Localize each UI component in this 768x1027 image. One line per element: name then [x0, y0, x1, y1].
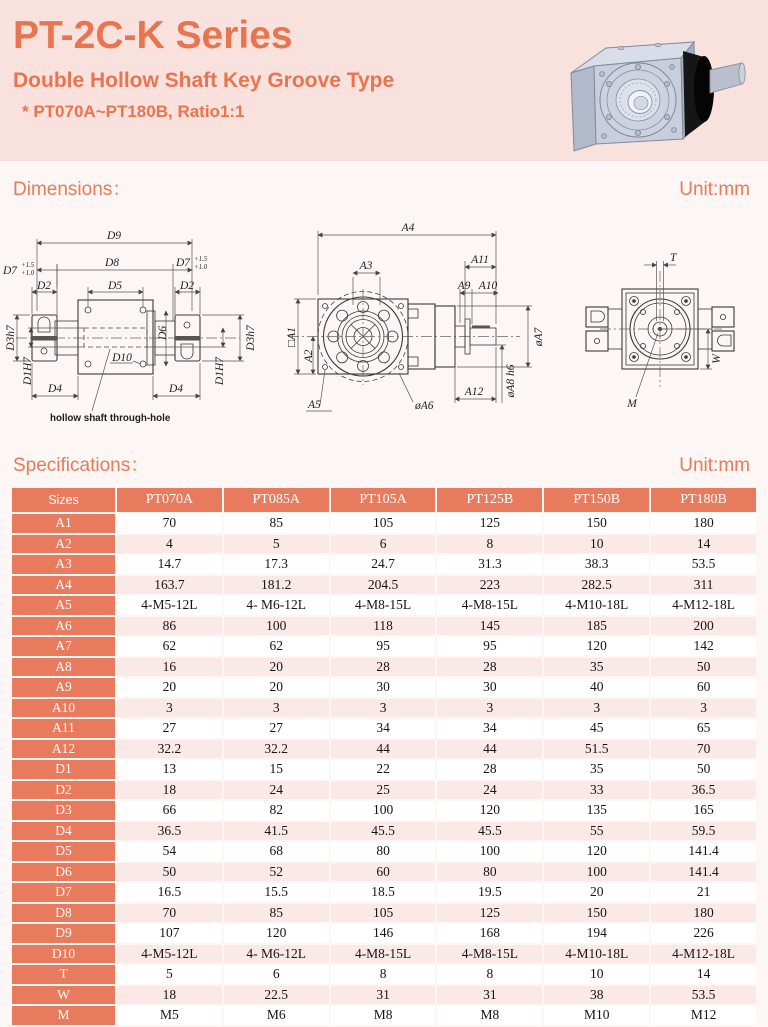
dim-label-a5: A5: [308, 399, 321, 411]
cell-value: 36.5: [117, 822, 222, 841]
cell-value: 120: [544, 842, 649, 861]
table-row: [12, 678, 756, 697]
cell-value: 194: [544, 924, 649, 943]
cell-value: 35: [544, 658, 649, 677]
row-label: W: [12, 986, 115, 1005]
cell-value: 14: [651, 535, 756, 554]
specifications-unit-label: Unit:mm: [679, 455, 750, 476]
cell-value: 62: [224, 637, 329, 656]
cell-value: 18: [117, 986, 222, 1005]
cell-value: 141.4: [651, 842, 756, 861]
cell-value: 60: [331, 863, 436, 882]
cell-value: 8: [437, 965, 542, 984]
drawing-side-view: [258, 205, 560, 435]
cell-value: 6: [331, 535, 436, 554]
dimensions-label: Dimensions：: [13, 179, 132, 200]
cell-value: 34: [331, 719, 436, 738]
cell-value: 55: [544, 822, 649, 841]
drawing-front-view: [0, 205, 258, 435]
dim-label-d9: D9: [106, 230, 122, 242]
dim-label-d7-right: D7: [176, 257, 191, 269]
cell-value: 145: [437, 617, 542, 636]
cell-value: 22: [331, 760, 436, 779]
table-row: [12, 555, 756, 574]
row-label: A6: [12, 617, 115, 636]
cell-value: 226: [651, 924, 756, 943]
row-label: A7: [12, 637, 115, 656]
cell-value: 85: [224, 514, 329, 533]
cell-value: 31.3: [437, 555, 542, 574]
cell-value: 15: [224, 760, 329, 779]
row-label: A12: [12, 740, 115, 759]
dim-label-a11: A11: [471, 254, 489, 266]
cell-value: 60: [651, 678, 756, 697]
row-label: D5: [12, 842, 115, 861]
dim-tol-bot-right: +1.0: [194, 264, 208, 271]
cell-value: 53.5: [651, 986, 756, 1005]
row-label: D1: [12, 760, 115, 779]
hollow-shaft-caption: hollow shaft through-hole: [50, 413, 171, 424]
cell-value: 150: [544, 904, 649, 923]
cell-value: 3: [117, 699, 222, 718]
col-header-sizes: Sizes: [12, 488, 115, 512]
spec-header-row: [12, 488, 756, 512]
cell-value: 16.5: [117, 883, 222, 902]
cell-value: 15.5: [224, 883, 329, 902]
cell-value: 20: [224, 658, 329, 677]
table-row: [12, 514, 756, 533]
left-view-dimensions: [2, 230, 257, 424]
row-label: T: [12, 965, 115, 984]
cell-value: 20: [224, 678, 329, 697]
cell-value: 180: [651, 904, 756, 923]
table-row: [12, 617, 756, 636]
cell-value: 44: [331, 740, 436, 759]
cell-value: 33: [544, 781, 649, 800]
cell-value: 31: [331, 986, 436, 1005]
cell-value: 185: [544, 617, 649, 636]
cell-value: 4-M8-15L: [331, 945, 436, 964]
table-row: [12, 781, 756, 800]
cell-value: 28: [437, 658, 542, 677]
dim-label-d1-left: D1H7: [22, 356, 34, 386]
cell-value: 52: [224, 863, 329, 882]
cell-value: 62: [117, 637, 222, 656]
dim-label-d1-right: D1H7: [214, 356, 226, 386]
middle-view-dimensions: [286, 222, 545, 412]
cell-value: 105: [331, 904, 436, 923]
cell-value: 13: [117, 760, 222, 779]
header-band: [0, 0, 768, 161]
cell-value: 85: [224, 904, 329, 923]
dim-label-d6: D6: [157, 325, 169, 341]
cell-value: 25: [331, 781, 436, 800]
cell-value: M10: [544, 1006, 649, 1025]
row-label: D10: [12, 945, 115, 964]
cell-value: 24: [437, 781, 542, 800]
dim-label-a6: øA6: [415, 400, 434, 412]
cell-value: 86: [117, 617, 222, 636]
cell-value: 180: [651, 514, 756, 533]
cell-value: 5: [117, 965, 222, 984]
cell-value: 8: [331, 965, 436, 984]
dim-tol-bot-left: +1.0: [21, 270, 35, 277]
cell-value: 311: [651, 576, 756, 595]
dim-label-d4-right: D4: [168, 383, 184, 395]
table-row: [12, 740, 756, 759]
row-label: A4: [12, 576, 115, 595]
page-subtitle: Double Hollow Shaft Key Groove Type: [13, 68, 395, 92]
cell-value: 32.2: [224, 740, 329, 759]
cell-value: 59.5: [651, 822, 756, 841]
cell-value: 95: [437, 637, 542, 656]
cell-value: 95: [331, 637, 436, 656]
row-label: D4: [12, 822, 115, 841]
cell-value: 45.5: [331, 822, 436, 841]
row-label: A3: [12, 555, 115, 574]
cell-value: 4-M10-18L: [544, 945, 649, 964]
cell-value: 100: [224, 617, 329, 636]
row-label: A5: [12, 596, 115, 615]
right-view-dimensions: [626, 252, 723, 410]
product-image: [546, 18, 756, 154]
cell-value: 21: [651, 883, 756, 902]
cell-value: 4-M10-18L: [544, 596, 649, 615]
table-row: [12, 822, 756, 841]
cell-value: 120: [437, 801, 542, 820]
dim-tol-top-right: +1.5: [194, 256, 208, 263]
spec-table: [10, 486, 758, 1027]
table-row: [12, 924, 756, 943]
cell-value: 4-M12-18L: [651, 945, 756, 964]
col-header-model: PT105A: [331, 488, 436, 512]
cell-value: 282.5: [544, 576, 649, 595]
cell-value: 53.5: [651, 555, 756, 574]
table-row: [12, 719, 756, 738]
cell-value: 3: [224, 699, 329, 718]
cell-value: 3: [544, 699, 649, 718]
cell-value: 105: [331, 514, 436, 533]
cell-value: 10: [544, 535, 649, 554]
table-row: [12, 801, 756, 820]
cell-value: 50: [651, 760, 756, 779]
cell-value: 204.5: [331, 576, 436, 595]
dimension-drawings: [0, 205, 768, 437]
dim-label-d2-right: D2: [179, 280, 195, 292]
middle-view-object-lines: [288, 289, 520, 385]
cell-value: 3: [331, 699, 436, 718]
cell-value: 82: [224, 801, 329, 820]
cell-value: 100: [544, 863, 649, 882]
cell-value: 45: [544, 719, 649, 738]
dim-tol-top-left: +1.5: [21, 262, 35, 269]
table-row: [12, 842, 756, 861]
gearbox-render-graphic: [546, 18, 756, 154]
cell-value: M8: [331, 1006, 436, 1025]
dim-label-d10: D10: [112, 352, 132, 364]
cell-value: 4-M5-12L: [117, 596, 222, 615]
table-row: [12, 699, 756, 718]
dim-label-a3: A3: [359, 260, 373, 272]
cell-value: 27: [224, 719, 329, 738]
cell-value: 3: [437, 699, 542, 718]
row-label: D9: [12, 924, 115, 943]
cell-value: 165: [651, 801, 756, 820]
cell-value: 163.7: [117, 576, 222, 595]
cell-value: 10: [544, 965, 649, 984]
cell-value: 17.3: [224, 555, 329, 574]
cell-value: 22.5: [224, 986, 329, 1005]
cell-value: 24.7: [331, 555, 436, 574]
cell-value: 8: [437, 535, 542, 554]
dim-label-a7: øA7: [533, 327, 545, 347]
cell-value: 68: [224, 842, 329, 861]
cell-value: 80: [331, 842, 436, 861]
cell-value: 54: [117, 842, 222, 861]
row-label: M: [12, 1006, 115, 1025]
cell-value: M8: [437, 1006, 542, 1025]
dim-label-d3-right: D3h7: [245, 325, 257, 351]
dim-label-t: T: [670, 252, 677, 264]
table-row: [12, 535, 756, 554]
spec-table-head: [12, 488, 756, 512]
cell-value: 146: [331, 924, 436, 943]
cell-value: 6: [224, 965, 329, 984]
cell-value: 20: [544, 883, 649, 902]
table-row: [12, 637, 756, 656]
cell-value: 41.5: [224, 822, 329, 841]
table-row: [12, 904, 756, 923]
cell-value: 4- M6-12L: [224, 945, 329, 964]
cell-value: M12: [651, 1006, 756, 1025]
col-header-model: PT070A: [117, 488, 222, 512]
cell-value: 28: [437, 760, 542, 779]
dimensions-unit-label: Unit:mm: [679, 179, 750, 200]
cell-value: 4-M8-15L: [331, 596, 436, 615]
cell-value: 100: [437, 842, 542, 861]
spec-table-body: [12, 514, 756, 1025]
cell-value: 141.4: [651, 863, 756, 882]
table-row: [12, 945, 756, 964]
dim-label-d4-left: D4: [47, 383, 63, 395]
cell-value: 24: [224, 781, 329, 800]
row-label: D6: [12, 863, 115, 882]
row-label: A2: [12, 535, 115, 554]
cell-value: 27: [117, 719, 222, 738]
col-header-model: PT150B: [544, 488, 649, 512]
col-header-model: PT180B: [651, 488, 756, 512]
cell-value: 19.5: [437, 883, 542, 902]
cell-value: 40: [544, 678, 649, 697]
dimensions-section-row: [0, 174, 768, 201]
cell-value: 20: [117, 678, 222, 697]
cell-value: 125: [437, 904, 542, 923]
cell-value: 16: [117, 658, 222, 677]
col-header-model: PT085A: [224, 488, 329, 512]
cell-value: 44: [437, 740, 542, 759]
dim-label-a12: A12: [464, 386, 484, 398]
row-label: A9: [12, 678, 115, 697]
cell-value: 14.7: [117, 555, 222, 574]
cell-value: 30: [437, 678, 542, 697]
dim-label-d5: D5: [107, 280, 123, 292]
cell-value: 168: [437, 924, 542, 943]
cell-value: 70: [651, 740, 756, 759]
table-row: [12, 863, 756, 882]
cell-value: 135: [544, 801, 649, 820]
row-label: A10: [12, 699, 115, 718]
table-row: [12, 596, 756, 615]
dim-label-d2-left: D2: [36, 280, 52, 292]
cell-value: 120: [544, 637, 649, 656]
cell-value: 36.5: [651, 781, 756, 800]
cell-value: 30: [331, 678, 436, 697]
cell-value: 3: [651, 699, 756, 718]
cell-value: 18.5: [331, 883, 436, 902]
cell-value: 223: [437, 576, 542, 595]
dim-label-d8: D8: [104, 257, 120, 269]
cell-value: 14: [651, 965, 756, 984]
cell-value: 107: [117, 924, 222, 943]
cell-value: 51.5: [544, 740, 649, 759]
cell-value: 80: [437, 863, 542, 882]
cell-value: 142: [651, 637, 756, 656]
cell-value: 120: [224, 924, 329, 943]
cell-value: 200: [651, 617, 756, 636]
table-row: [12, 965, 756, 984]
cell-value: 50: [651, 658, 756, 677]
cell-value: 45.5: [437, 822, 542, 841]
drawing-top-view: [560, 205, 766, 435]
dim-label-m: M: [627, 398, 637, 410]
cell-value: 5: [224, 535, 329, 554]
cell-value: M6: [224, 1006, 329, 1025]
specifications-section-row: [0, 450, 768, 477]
specifications-label: Specifications：: [13, 455, 150, 476]
cell-value: 28: [331, 658, 436, 677]
cell-value: 100: [331, 801, 436, 820]
cell-value: 35: [544, 760, 649, 779]
gearbox-front-flange: [600, 63, 676, 137]
table-row: [12, 1006, 756, 1025]
cell-value: 4: [117, 535, 222, 554]
table-row: [12, 658, 756, 677]
cell-value: 181.2: [224, 576, 329, 595]
dim-label-d3-left: D3h7: [5, 325, 17, 351]
row-label: A1: [12, 514, 115, 533]
cell-value: 125: [437, 514, 542, 533]
dim-label-a8: øA8 h6: [505, 364, 517, 398]
cell-value: 65: [651, 719, 756, 738]
table-row: [12, 883, 756, 902]
cell-value: 34: [437, 719, 542, 738]
table-row: [12, 986, 756, 1005]
model-range-note: * PT070A~PT180B, Ratio1:1: [22, 101, 245, 121]
cell-value: 4-M12-18L: [651, 596, 756, 615]
row-label: D2: [12, 781, 115, 800]
cell-value: 38: [544, 986, 649, 1005]
cell-value: 4-M8-15L: [437, 596, 542, 615]
cell-value: 66: [117, 801, 222, 820]
dim-label-a9: A9: [457, 280, 471, 292]
row-label: A8: [12, 658, 115, 677]
cell-value: 50: [117, 863, 222, 882]
cell-value: 4- M6-12L: [224, 596, 329, 615]
row-label: D7: [12, 883, 115, 902]
dim-label-w: W: [711, 354, 723, 364]
cell-value: 38.3: [544, 555, 649, 574]
table-row: [12, 760, 756, 779]
cell-value: 150: [544, 514, 649, 533]
row-label: D3: [12, 801, 115, 820]
cell-value: 18: [117, 781, 222, 800]
row-label: A11: [12, 719, 115, 738]
col-header-model: PT125B: [437, 488, 542, 512]
page-title: PT-2C-K Series: [13, 14, 293, 57]
cell-value: 32.2: [117, 740, 222, 759]
dim-label-a1: □A1: [286, 327, 298, 347]
dim-label-a2: A2: [303, 349, 315, 363]
cell-value: 31: [437, 986, 542, 1005]
row-label: D8: [12, 904, 115, 923]
cell-value: 70: [117, 514, 222, 533]
cell-value: M5: [117, 1006, 222, 1025]
cell-value: 70: [117, 904, 222, 923]
dim-label-a4: A4: [401, 222, 415, 234]
motor-flange-and-shaft: [683, 51, 745, 137]
table-row: [12, 576, 756, 595]
dim-label-a10: A10: [478, 280, 498, 292]
cell-value: 4-M5-12L: [117, 945, 222, 964]
dim-label-d7-left: D7: [3, 265, 18, 277]
cell-value: 118: [331, 617, 436, 636]
cell-value: 4-M8-15L: [437, 945, 542, 964]
